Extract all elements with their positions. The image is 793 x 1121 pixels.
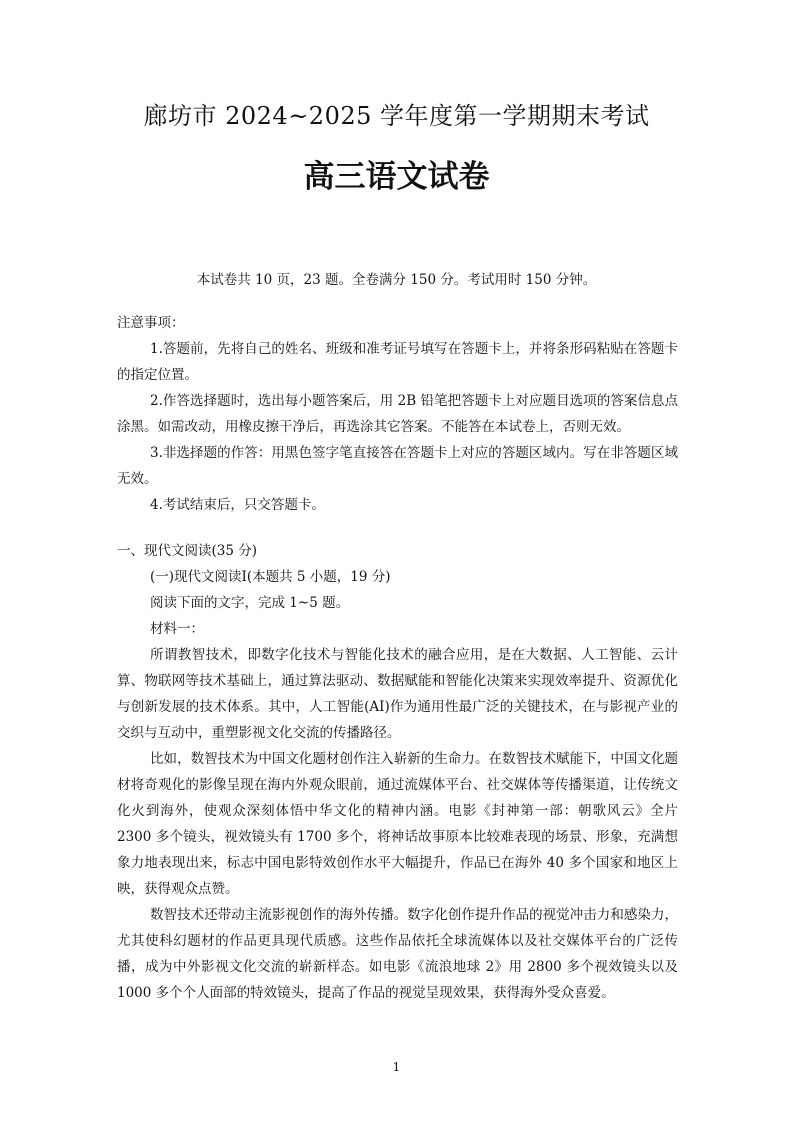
material-label: 材料一：: [150, 621, 204, 637]
section-heading: 一、现代文阅读(35 分): [117, 543, 258, 559]
subject-title: 高三语文试卷: [303, 159, 490, 195]
exam-title: 廊坊市 2024~2025 学年度第一学期期末考试: [143, 102, 650, 130]
material-paragraph: 数智技术还带动主流影视创作的海外传播。数字化创作提升作品的视觉冲击力和感染力，尤其使科幻题材的作品更具现代质感。这些作品依托全球流媒体以及社交媒体平台的广泛传播，成为中外影视文化交流的崭新样态。如电影《流浪地球 2》用 2800 多个视效镜头以及 1000 多个个人面部的特效镜头，提高了作品的视觉呈现效果，获得海外受众喜爱。: [117, 907, 678, 1001]
exam-body: [117, 310, 678, 1006]
notes-heading: 注意事项：: [117, 315, 185, 331]
material-paragraph: 所谓教智技术，即数字化技术与智能化技术的融合应用，是在大数据、人工智能、云计算、物联网等技术基础上，通过算法驱动、数据赋能和智能化决策来实现效率提升、资源优化与创新发展的技术体系。其中，人工智能(AI)作为通用性最广泛的关键技术，在与影视产业的交织与互动中，重塑影视文化交流的传播路径。: [117, 647, 678, 741]
note-item: 2.作答选择题时，选出每小题答案后，用 2B 铅笔把答题卡上对应题目选项的答案信息点涂黑。如需改动，用橡皮擦干净后，再选涂其它答案。不能答在本试卷上，否则无效。: [117, 393, 678, 435]
note-item: 3.非选择题的作答：用黑色签字笔直接答在答题卡上对应的答题区域内。写在非答题区域无效。: [117, 445, 678, 487]
note-item: 4.考试结束后，只交答题卡。: [150, 497, 325, 513]
section-instruction: 阅读下面的文字，完成 1~5 题。: [150, 595, 350, 611]
note-item: 1.答题前，先将自己的姓名、班级和准考证号填写在答题卡上，并将条形码粘贴在答题卡的指定位置。: [117, 341, 678, 383]
page-number: 1: [392, 1060, 401, 1074]
section-subheading: (一)现代文阅读Ⅰ(本题共 5 小题，19 分): [150, 569, 391, 585]
exam-info: 本试卷共 10 页，23 题。全卷满分 150 分。考试用时 150 分钟。: [196, 272, 597, 288]
material-paragraph: 比如，数智技术为中国文化题材创作注入崭新的生命力。在数智技术赋能下，中国文化题材将奇观化的影像呈现在海内外观众眼前，通过流媒体平台、社交媒体等传播渠道，让传统文化火到海外，使观众深刻体悟中华文化的精神内涵。电影《封神第一部：朝歌风云》全片 2300 多个镜头，视效镜头有 1700 多个，将神话故事原本比较难表现的场景、形象，充满想象力地表现出来，标志中国电影特效创作水平大幅提升，作品已在海外 40 多个国家和地区上映，获得观众点赞。: [117, 751, 678, 897]
